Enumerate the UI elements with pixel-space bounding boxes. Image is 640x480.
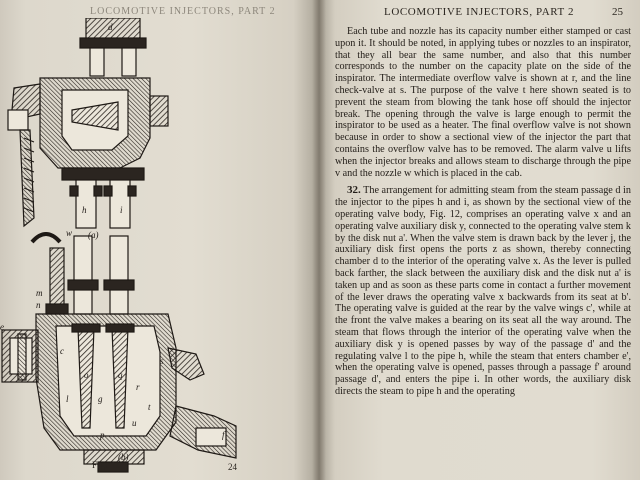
fig-label-o: o [84,370,89,380]
paragraph-2-text: The arrangement for admitting steam from the steam passage d in the injector to the pipes h and i, as shown by the sectional view of the operating valve body, Fig. 12, comprises an operating valve x and an operating valve auxiliary disk y, connected to the operating valve stem k by the disk nut a'. When the valve stem is drawn back by the lever j, the auxiliary disk first opens the ports z as shown, thereby connecting chamber d to the interior of the operating valve x. As the lever is pulled back farther, the slack between the auxiliary disk and the disk nut a' is taken up and as soon as these parts come in contact a further movement of the lever draws the operating valve x backwards from its seat at b'. The operating valve is guided at the rear by the valve wings c', while at the front the valve makes a bearing on its seat all the way around. The steam that flows through the interior of the operating valve when the auxiliary disk y is opened passes by way of the passage d' and the regulating valve l to the pipe h, while the steam that enters chamber e', when the operating valve is opened, passes through a passage f' around passage d', and enters the pipe i. In other words, the auxiliary disk directs the steam to pipe h and the operating [335,185,631,397]
fig-label-w: w [66,228,73,238]
right-page-number: 25 [612,6,623,18]
paragraph-number: 32. [347,184,361,197]
fig-label-g: g [98,394,103,404]
left-page-ghost-header: LOCOMOTIVE INJECTORS, PART 2 [90,6,276,17]
fig-label-r: r [136,382,140,392]
fig-label-a: (a) [88,230,99,240]
fig-label-i: i [120,205,123,215]
fig-label-b: (b) [118,452,129,462]
fig-label-h: h [82,205,87,215]
paragraph-1: Each tube and nozzle has its capacity number either stamped or cast upon it. It should be noted, in applying tubes or nozzles to an inspirator, that they all bear the same number, and also that this number corresponds to the number on the capacity plate on the side of the inspirator. The intermediate overflow valve is shown at r, and the line check-valve at s. The purpose of the valve t here shown seated is to prevent the steam from blowing the tank hose off should the injector break. The opening through the valve is large enough to permit the inspirator to be used as a heater. The final overflow valve is not shown because in order to show a sectional view of the injector the part that contains the overflow valve has to be removed. The alarm valve u lifts when the injector breaks and allows steam to discharge through the pipe v and the nozzle w which is placed in the cab. [335,26,631,179]
fig-label-q: q [118,370,123,380]
fig-label-p: p [100,430,105,440]
left-page-number: 24 [228,462,237,472]
fig-label-l: l [66,394,69,404]
injector-sectional-diagram [0,18,300,476]
fig-label-f: f [222,430,225,440]
page-body [335,26,631,398]
book-gutter [312,0,326,480]
figure-caption: Fig. 11 [92,460,121,470]
fig-label-c: c [60,346,64,356]
view-a [8,18,168,228]
fig-label-t: t [148,402,151,412]
fig-label-u: u [132,418,137,428]
fig-label-s: s [160,356,164,366]
fig-label-e: e [0,322,4,332]
fig-label-d: d [108,22,113,32]
fig-label-m: m [36,288,43,298]
view-b [2,234,236,472]
paragraph-2 [335,185,631,397]
running-header: LOCOMOTIVE INJECTORS, PART 2 [384,6,575,18]
left-page [0,0,319,480]
fig-label-n: n [36,300,41,310]
